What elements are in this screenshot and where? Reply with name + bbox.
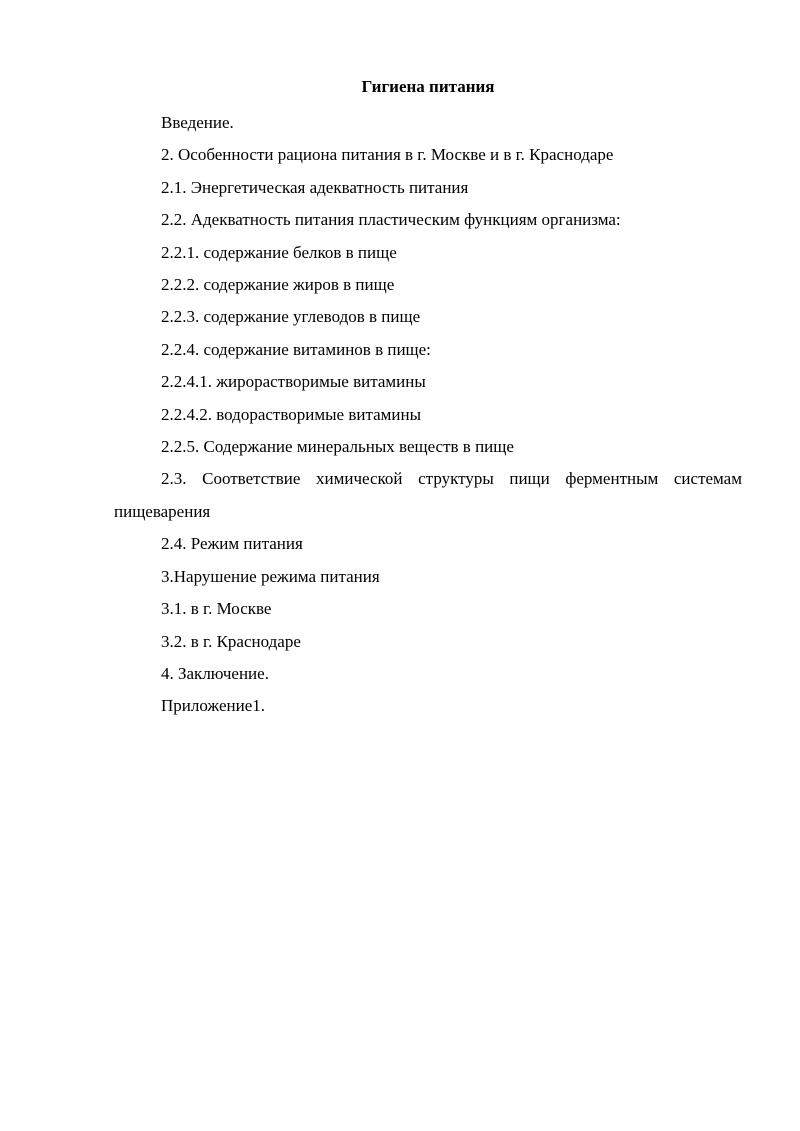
toc-item-2-3: 2.3. Соответствие химической структуры пищи ферментным системам пищеварения	[114, 469, 742, 521]
toc-item-intro: Введение.	[161, 113, 234, 132]
document-title: Гигиена питания	[361, 77, 495, 96]
table-of-contents	[114, 107, 742, 723]
toc-item-2: 2. Особенности рациона питания в г. Москве и в г. Краснодаре	[161, 145, 614, 165]
toc-item-2-2-4-1: 2.2.4.1. жирорастворимые витамины	[161, 372, 426, 392]
toc-item-2-2-4: 2.2.4. содержание витаминов в пище:	[161, 339, 431, 359]
toc-item-2-1: 2.1. Энергетическая адекватность питания	[161, 177, 469, 197]
toc-item-3-1: 3.1. в г. Москве	[161, 599, 272, 619]
toc-item-2-2-1: 2.2.1. содержание белков в пище	[161, 242, 397, 262]
toc-item-4: 4. Заключение.	[161, 663, 269, 683]
toc-item-2-2-3: 2.2.3. содержание углеводов в пище	[161, 307, 421, 327]
toc-item-2-2-4-2: 2.2.4.2. водорастворимые витамины	[161, 404, 422, 424]
toc-item-2-4: 2.4. Режим питания	[161, 534, 303, 554]
toc-item-3: 3.Нарушение режима питания	[161, 566, 380, 586]
toc-item-3-2: 3.2. в г. Краснодаре	[161, 631, 301, 651]
toc-item-2-2-2: 2.2.2. содержание жиров в пище	[161, 275, 395, 295]
toc-item-appendix: Приложение1.	[161, 696, 265, 716]
toc-item-2-2: 2.2. Адекватность питания пластическим функциям организма:	[161, 210, 621, 230]
toc-item-2-2-5: 2.2.5. Содержание минеральных веществ в пище	[161, 437, 514, 457]
